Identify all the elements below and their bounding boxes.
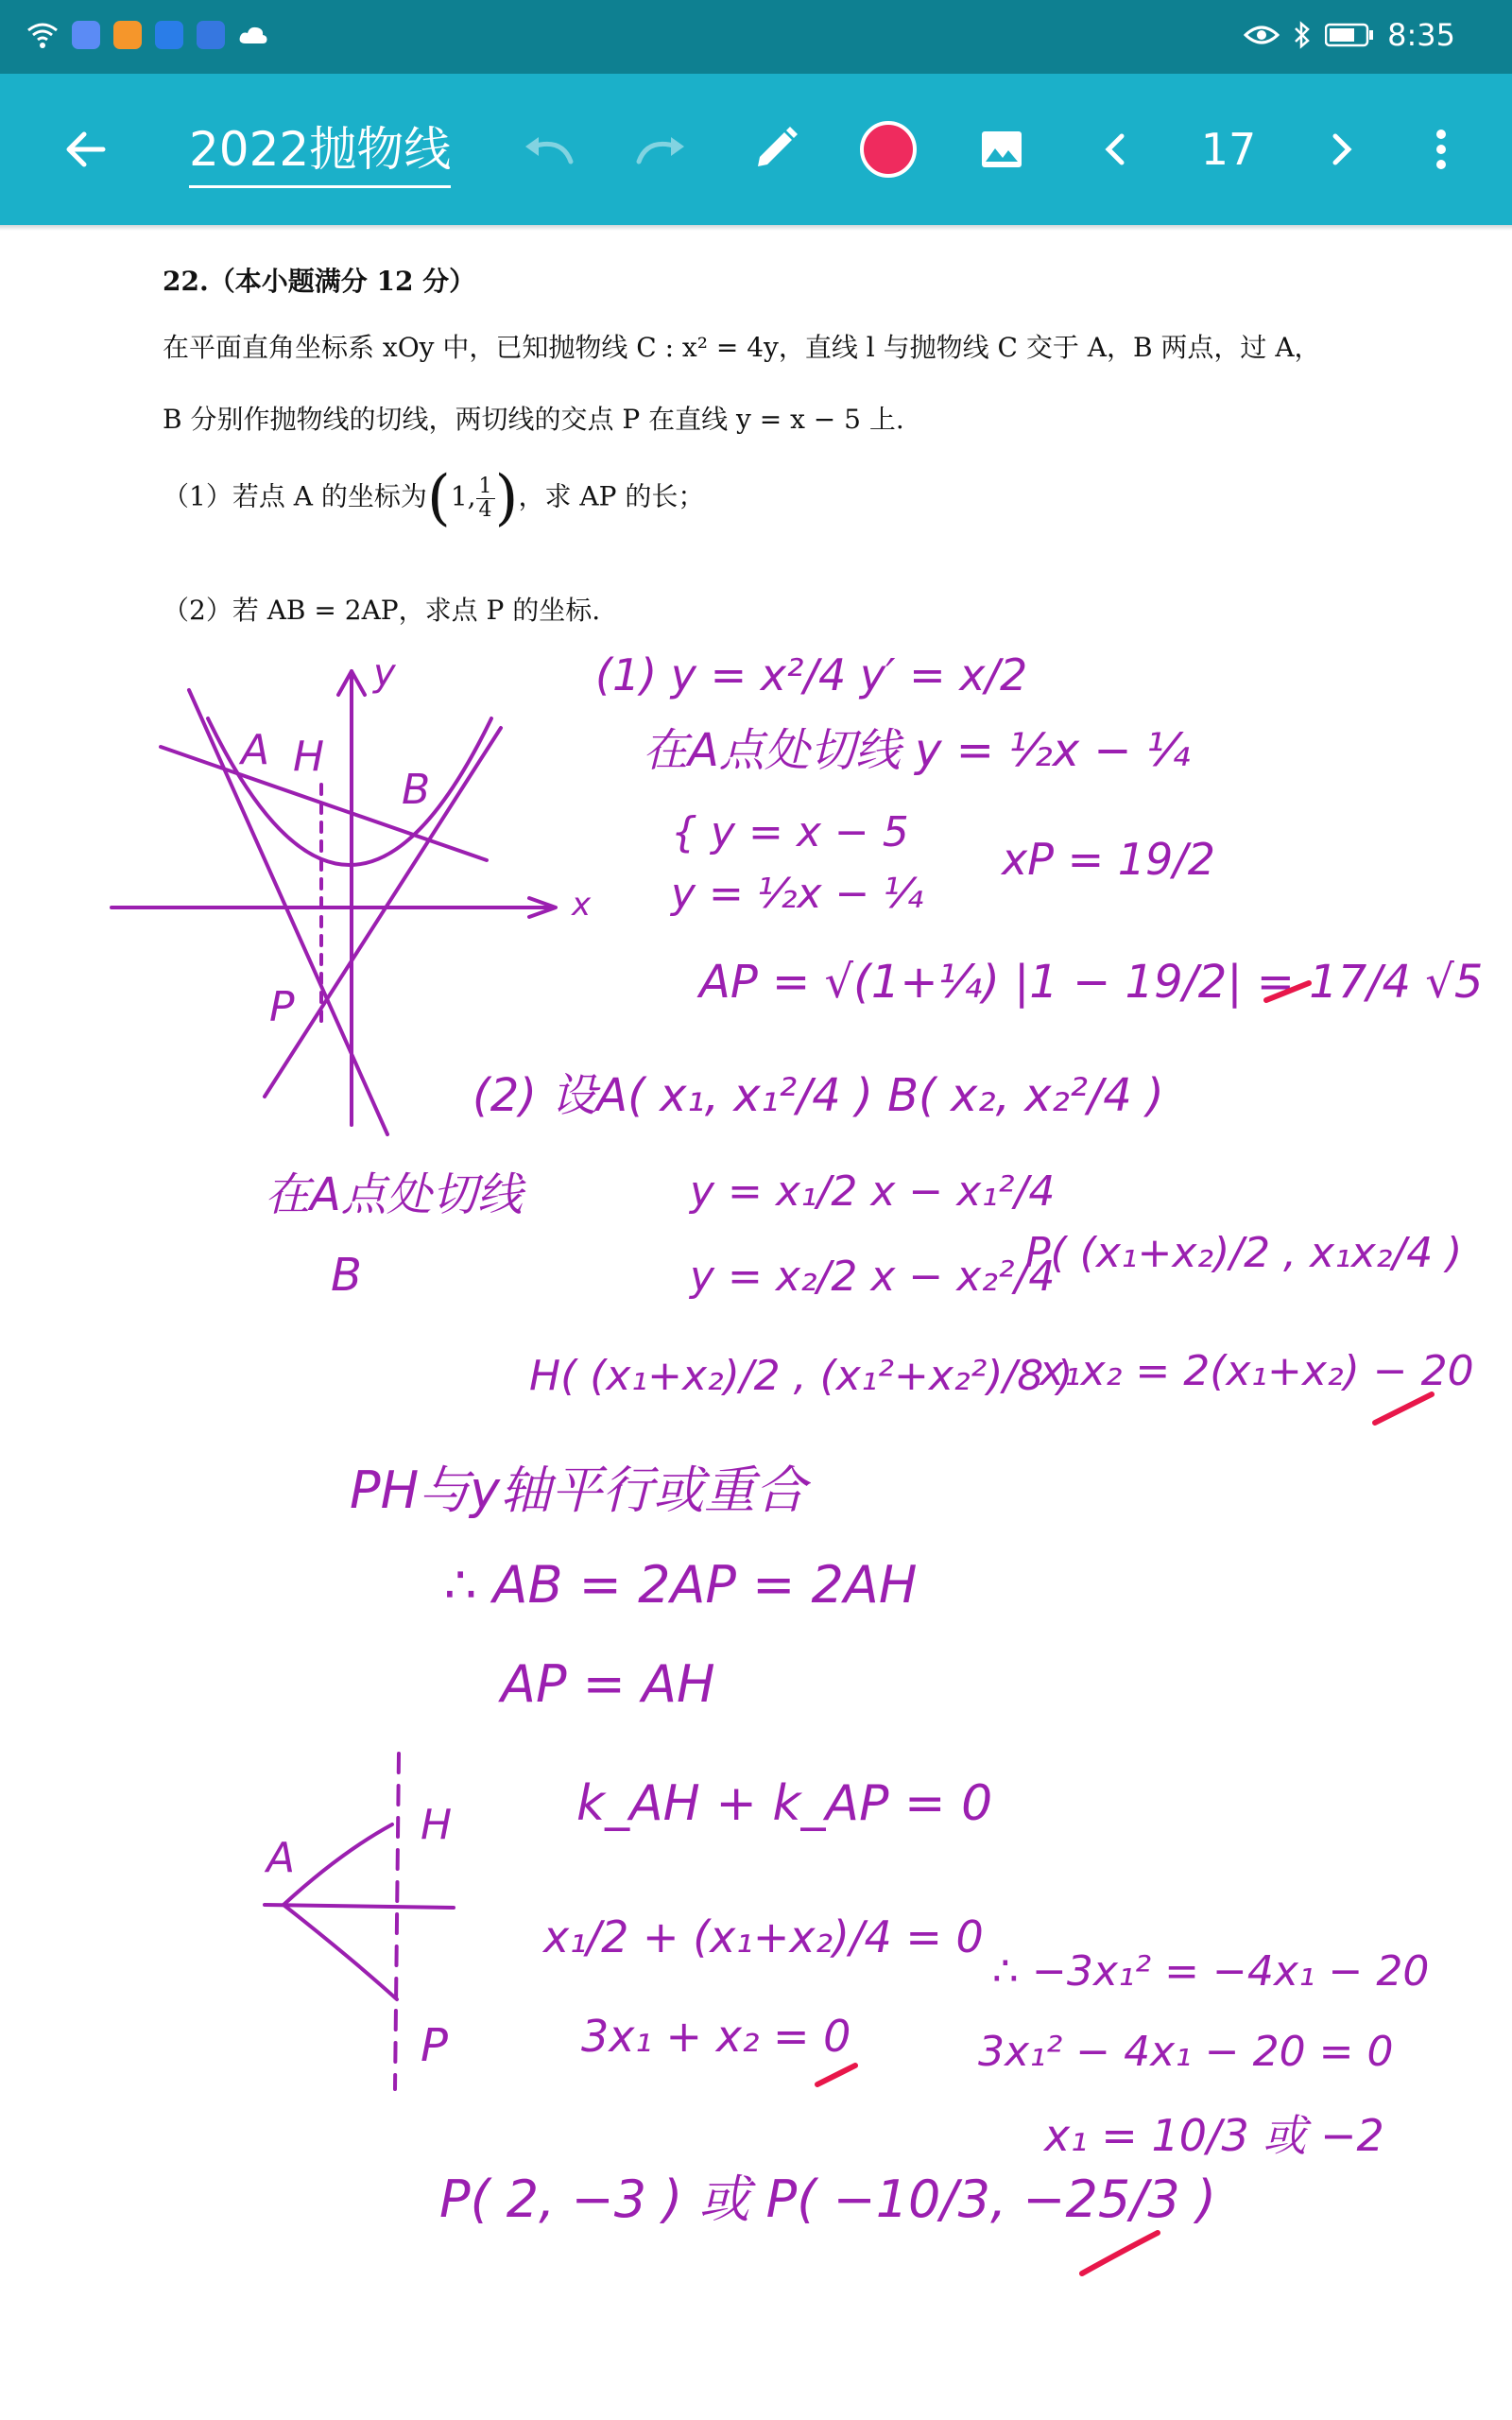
- sketch-segment-ap: [284, 1905, 397, 1999]
- hw-xp: xP = 19/2: [1002, 834, 1216, 885]
- hw-tangent-a-eq: y = x₁/2 x − x₁²/4: [690, 1167, 1056, 1216]
- label-b: B: [402, 766, 431, 814]
- label-h: H: [293, 733, 325, 781]
- part1-x: 1,: [450, 480, 476, 512]
- paren-left: (: [426, 463, 451, 533]
- tangent-b-stroke: [265, 728, 501, 1097]
- label-a: A: [241, 726, 270, 774]
- hw-point-p: P( (x₁+x₂)/2 , x₁x₂/4 ): [1025, 1229, 1463, 1277]
- sketch-vertical-line: [395, 1754, 399, 2089]
- sketch-segment-ah: [284, 1824, 392, 1905]
- sketch-horizontal-line: [265, 1905, 454, 1908]
- hw-system-1: { y = x − 5: [671, 808, 909, 856]
- hw-line-1: (1) y = x²/4 y′ = x/2: [595, 649, 1028, 700]
- hw-tangent-b: B: [331, 1249, 362, 1302]
- hw-quadratic-2: 3x₁² − 4x₁ − 20 = 0: [978, 2028, 1394, 2076]
- hw-x-relation: 3x₁ + x₂ = 0: [581, 2011, 851, 2062]
- red-check-mark-2: [1375, 1394, 1432, 1423]
- label-y: y: [373, 651, 396, 695]
- hw-tangent-label: 在A点处切线: [265, 1168, 523, 1221]
- red-check-mark-4: [1082, 2233, 1158, 2273]
- document-title-text: 2022抛物线: [189, 112, 451, 188]
- part1-prefix: （1）若点 A 的坐标为: [163, 480, 427, 512]
- label-p: P: [269, 983, 295, 1031]
- hw-roots: x₁ = 10/3 或 −2: [1044, 2110, 1384, 2161]
- hw-system-2: y = ½x − ¼: [671, 870, 924, 918]
- parabola-sketch: [112, 651, 592, 1134]
- hw-ph-parallel: PH与y轴平行或重合: [350, 1461, 807, 1520]
- tangent-a-stroke: [189, 690, 387, 1134]
- sketch-label-p: P: [421, 2019, 448, 2072]
- question-line-2: B 分别作抛物线的切线，两切线的交点 P 在直线 y = x − 5 上.: [163, 404, 904, 435]
- fraction-numerator: 1: [476, 475, 495, 499]
- hw-product-relation: x₁x₂ = 2(x₁+x₂) − 20: [1040, 1347, 1474, 1395]
- sketch-label-a: A: [266, 1834, 296, 1882]
- hw-line-2: 在A点处切线 y = ½x − ¼: [643, 724, 1191, 777]
- hw-ap-length: AP = √(1+¼) |1 − 19/2| = 17/4 √5: [699, 956, 1484, 1009]
- paren-right: ): [494, 463, 519, 533]
- clock: 8:35: [1387, 17, 1455, 53]
- hw-line-5: (2) 设A( x₁, x₁²/4 ) B( x₂, x₂²/4 ): [472, 1069, 1164, 1122]
- hw-tangent-b-eq: y = x₂/2 x − x₂²/4: [690, 1253, 1056, 1301]
- hw-point-h: H( (x₁+x₂)/2 , (x₁²+x₂²)/8 ): [529, 1352, 1074, 1400]
- hw-slope-equation: x₁/2 + (x₁+x₂)/4 = 0: [543, 1911, 984, 1962]
- hw-final-answer: P( 2, −3 ) 或 P( −10/3, −25/3 ): [439, 2169, 1217, 2229]
- hw-ap-ah: AP = AH: [501, 1654, 715, 1714]
- hw-ab-relation: ∴ AB = 2AP = 2AH: [444, 1555, 918, 1615]
- part1-suffix: ，求 AP 的长；: [518, 480, 705, 512]
- red-check-mark-3: [817, 2066, 855, 2084]
- question-line-1: 在平面直角坐标系 xOy 中，已知抛物线 C : x² = 4y，直线 l 与抛物线 C 交于 A，B 两点，过 A，: [163, 332, 1321, 363]
- hw-quadratic-1: ∴ −3x₁² = −4x₁ − 20: [992, 1947, 1430, 1996]
- question-part-2: （2）若 AB = 2AP，求点 P 的坐标.: [163, 595, 601, 626]
- sketch-label-h: H: [421, 1801, 453, 1849]
- page-number: 17: [1200, 124, 1257, 175]
- fraction-denominator: 4: [478, 497, 492, 522]
- hw-slope-sum: k_AH + k_AP = 0: [576, 1775, 993, 1832]
- label-x: x: [572, 886, 592, 924]
- question-header: 22.（本小题满分 12 分）: [163, 266, 476, 297]
- symmetry-sketch: [264, 1754, 454, 2089]
